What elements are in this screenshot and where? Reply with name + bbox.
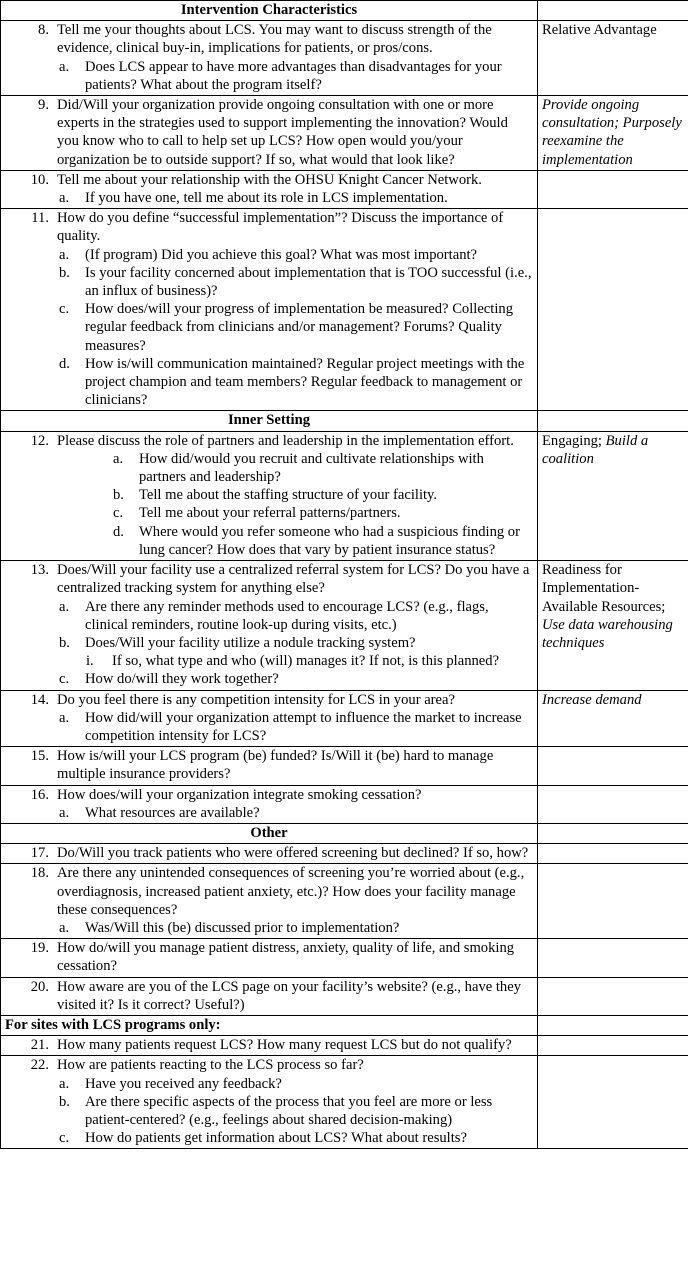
question-text: Are there any unintended consequences of screening you’re worried about (e.g., overdiagnosis, increased patient anxiety, etc.)? How does your facility manage these consequences? [57, 865, 525, 918]
question-row [1, 1036, 688, 1056]
sub-question-letter: b. [59, 1093, 70, 1110]
sub-question-letter: d. [113, 523, 124, 540]
question-text: Do/Will you track patients who were offered screening but declined? If so, how? [57, 845, 529, 862]
sub-question-text: Does LCS appear to have more advantages than disadvantages for your patients? What about the program itself? [85, 58, 502, 93]
sub-question-text: Are there specific aspects of the process that you feel are more or less patient-centered? (e.g., feelings about shared decision-making) [85, 1093, 493, 1128]
question-row [1, 170, 688, 208]
sub-question-text: Are there any reminder methods used to encourage LCS? (e.g., flags, clinical reminders, routine look-up during visits, etc.) [85, 598, 489, 633]
question-number: 15. [30, 748, 49, 765]
question-cell [1, 747, 538, 785]
construct-cell [538, 864, 688, 939]
sub-question-letter: d. [59, 355, 70, 372]
sub-question [5, 670, 533, 688]
question [5, 978, 533, 1014]
question [5, 209, 533, 245]
construct-cell [538, 209, 688, 411]
construct-cell [538, 747, 688, 785]
construct-label: Build a coalition [542, 432, 649, 467]
sub-question [5, 652, 533, 670]
section-header-row [1, 1015, 688, 1035]
construct-cell [538, 939, 688, 977]
sub-question-letter: c. [59, 671, 70, 688]
section-title: Inner Setting [1, 411, 538, 431]
question-cell [1, 864, 538, 939]
sub-question [5, 634, 533, 652]
construct-cell [538, 690, 688, 747]
question [5, 171, 533, 189]
question [5, 1056, 533, 1074]
question-text: How is/will your LCS program (be) funded? Is/Will it (be) hard to manage multiple insurance providers? [57, 748, 494, 783]
question-cell [1, 561, 538, 690]
construct-cell [538, 844, 688, 864]
question-cell [1, 1036, 538, 1056]
section-header-row [1, 823, 688, 843]
question [5, 844, 533, 862]
construct-label: Relative Advantage [542, 22, 657, 39]
question-row [1, 21, 688, 96]
question [5, 96, 533, 169]
construct-cell [538, 431, 688, 560]
question [5, 786, 533, 804]
sub-question [5, 709, 533, 745]
sub-question-letter: i. [86, 653, 94, 670]
construct-label: Engaging; [542, 432, 606, 449]
sub-question-text: Tell me about the staffing structure of your facility. [139, 487, 438, 504]
question-number: 17. [30, 845, 49, 862]
question-number: 14. [30, 691, 49, 708]
question-row [1, 747, 688, 785]
sub-question [5, 355, 533, 410]
question-text: How does/will your organization integrate smoking cessation? [57, 786, 422, 803]
question [5, 21, 533, 57]
question-cell [1, 96, 538, 171]
question-number: 10. [30, 171, 49, 188]
sub-question [5, 504, 533, 522]
construct-cell [538, 96, 688, 171]
question-text: Did/Will your organization provide ongoing consultation with one or more experts in the strategies used to support implementing the innovation? Would you know who to call to help set up LCS? How open would you/your organization be to outside support? If so, what would that look like? [57, 97, 508, 168]
sub-question [5, 804, 533, 822]
question-number: 13. [30, 562, 49, 579]
sub-question [5, 486, 533, 504]
sub-question-text: Does/Will your facility utilize a nodule tracking system? [85, 634, 416, 651]
construct-label: Use data warehousing techniques [542, 616, 673, 651]
question-row [1, 96, 688, 171]
question-cell [1, 785, 538, 823]
question-row [1, 939, 688, 977]
sub-question [5, 919, 533, 937]
question-row [1, 977, 688, 1015]
question-cell [1, 690, 538, 747]
sub-question-text: How does/will your progress of implementation be measured? Collecting regular feedback from clinicians and/or management? Forums? Quality measures? [85, 301, 513, 354]
sub-question-text: How do/will they work together? [85, 671, 279, 688]
sub-question-letter: a. [59, 709, 70, 726]
sub-question-letter: b. [113, 487, 124, 504]
sub-question-text: How do patients get information about LCS? What about results? [85, 1130, 467, 1147]
sub-question-text: What resources are available? [85, 804, 260, 821]
question [5, 939, 533, 975]
question-cell [1, 170, 538, 208]
question-text: How do/will you manage patient distress, anxiety, quality of life, and smoking cessation? [57, 940, 515, 975]
sub-question-text: If you have one, tell me about its role in LCS implementation. [85, 190, 448, 207]
question-text: Tell me about your relationship with the OHSU Knight Cancer Network. [57, 171, 482, 188]
question-text: Does/Will your facility use a centralized referral system for LCS? Do you have a centralized tracking system for anything else? [57, 562, 530, 597]
sub-question-letter: a. [59, 190, 70, 207]
question-number: 18. [30, 865, 49, 882]
question [5, 561, 533, 597]
section-title: For sites with LCS programs only: [1, 1015, 538, 1035]
question-cell [1, 1056, 538, 1149]
sub-question [5, 264, 533, 300]
section-header-empty-cell [538, 411, 688, 431]
question-cell [1, 209, 538, 411]
question-text: Do you feel there is any competition intensity for LCS in your area? [57, 691, 455, 708]
question-cell [1, 939, 538, 977]
sub-question-text: (If program) Did you achieve this goal? What was most important? [85, 246, 478, 263]
sub-question-text: Have you received any feedback? [85, 1075, 282, 1092]
question-row [1, 561, 688, 690]
question-row [1, 690, 688, 747]
question-cell [1, 844, 538, 864]
question [5, 691, 533, 709]
question-number: 8. [38, 22, 49, 39]
construct-cell [538, 170, 688, 208]
sub-question-text: How did/will your organization attempt to influence the market to increase competition intensity for LCS? [85, 709, 522, 744]
sub-question [5, 189, 533, 207]
question [5, 1036, 533, 1054]
question-row [1, 209, 688, 411]
sub-question [5, 1129, 533, 1147]
sub-question [5, 598, 533, 634]
question-row [1, 1056, 688, 1149]
sub-question-letter: a. [59, 598, 70, 615]
construct-cell [538, 561, 688, 690]
sub-question-letter: a. [59, 804, 70, 821]
construct-cell [538, 785, 688, 823]
sub-question-letter: a. [59, 919, 70, 936]
construct-label: Readiness for Implementation-Available Resources; [542, 562, 666, 615]
question-number: 12. [30, 432, 49, 449]
sub-question-text: Tell me about your referral patterns/partners. [139, 505, 401, 522]
sub-question-text: Where would you refer someone who had a suspicious finding or lung cancer? How does that vary by patient insurance status? [139, 523, 520, 558]
question [5, 747, 533, 783]
sub-question-letter: a. [59, 58, 70, 75]
question-row [1, 431, 688, 560]
section-header-row [1, 411, 688, 431]
construct-label: Increase demand [542, 691, 642, 708]
section-header-row [1, 1, 688, 21]
sub-question-letter: b. [59, 264, 70, 281]
question-cell [1, 431, 538, 560]
question-cell [1, 21, 538, 96]
question-number: 19. [30, 940, 49, 957]
sub-question [5, 450, 533, 486]
sub-question [5, 1075, 533, 1093]
question-text: Please discuss the role of partners and leadership in the implementation effort. [57, 432, 514, 449]
sub-question-text: Is your facility concerned about implementation that is TOO successful (i.e., an influx of business)? [85, 264, 532, 300]
sub-question [5, 58, 533, 94]
question-cell [1, 977, 538, 1015]
section-header-empty-cell [538, 1015, 688, 1035]
sub-question-letter: c. [59, 301, 70, 318]
question-number: 20. [30, 978, 49, 995]
question [5, 864, 533, 919]
sub-question-letter: a. [59, 1075, 70, 1092]
sub-question-letter: c. [59, 1130, 70, 1147]
sub-question-text: How is/will communication maintained? Regular project meetings with the project champion and team members? Regular feedback to management or clinicians? [85, 355, 525, 409]
sub-question [5, 246, 533, 264]
question-number: 16. [30, 786, 49, 803]
question-row [1, 844, 688, 864]
construct-label: Provide ongoing consultation; Purposely reexamine the implementation [542, 97, 682, 168]
question-row [1, 785, 688, 823]
question-number: 21. [30, 1037, 49, 1054]
sub-question-letter: a. [59, 246, 70, 263]
sub-question-text: How did/would you recruit and cultivate relationships with partners and leadership? [139, 450, 484, 486]
question-number: 11. [31, 210, 49, 227]
construct-cell [538, 21, 688, 96]
question-text: How are patients reacting to the LCS process so far? [57, 1057, 364, 1074]
question-number: 22. [30, 1057, 49, 1074]
section-header-empty-cell [538, 1, 688, 21]
sub-question [5, 300, 533, 355]
construct-cell [538, 1036, 688, 1056]
sub-question-letter: b. [59, 634, 70, 651]
question-number: 9. [38, 97, 49, 114]
section-header-empty-cell [538, 823, 688, 843]
sub-question-text: If so, what type and who (will) manages it? If not, is this planned? [112, 653, 500, 670]
sub-question [5, 523, 533, 559]
question-text: Tell me your thoughts about LCS. You may want to discuss strength of the evidence, clinical buy-in, implications for patients, or pros/cons. [57, 22, 492, 57]
sub-question-letter: c. [113, 505, 124, 522]
question-text: How do you define “successful implementation”? Discuss the importance of quality. [57, 210, 504, 245]
section-title: Intervention Characteristics [1, 1, 538, 21]
construct-cell [538, 977, 688, 1015]
sub-question [5, 1093, 533, 1129]
question-row [1, 864, 688, 939]
question-text: How many patients request LCS? How many request LCS but do not qualify? [57, 1037, 512, 1054]
sub-question-letter: a. [113, 450, 124, 467]
section-title: Other [1, 823, 538, 843]
question [5, 432, 533, 450]
construct-cell [538, 1056, 688, 1149]
question-text: How aware are you of the LCS page on your facility’s website? (e.g., have they visited it? Is it correct? Useful?) [57, 978, 522, 1013]
sub-question-text: Was/Will this (be) discussed prior to implementation? [85, 919, 400, 936]
